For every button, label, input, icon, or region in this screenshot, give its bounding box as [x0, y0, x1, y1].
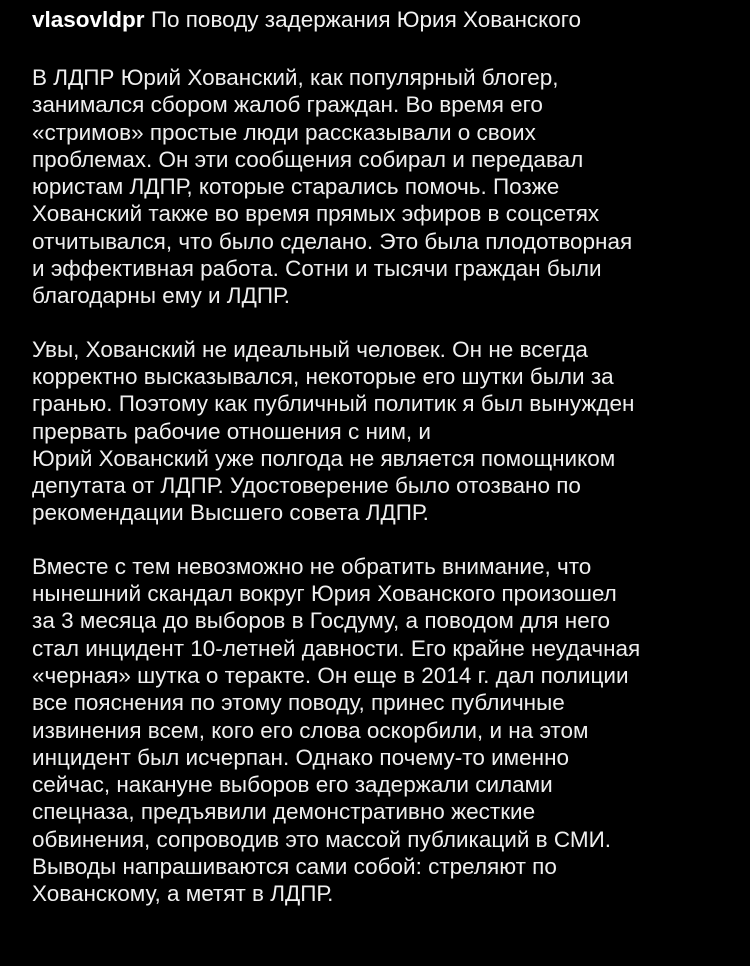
text-line: корректно высказывался, некоторые его шутки были за	[32, 363, 614, 389]
text-line: «черная» шутка о теракте. Он еще в 2014 г. дал полиции	[32, 662, 629, 688]
caption-title: По поводу задержания Юрия Хованского	[150, 7, 582, 32]
text-line: Хованский также во время прямых эфиров в соцсетях	[32, 201, 600, 227]
post-caption	[32, 6, 732, 934]
text-line: Вместе с тем невозможно не обратить внимание, что	[32, 553, 592, 579]
caption-header	[32, 6, 732, 34]
text-line: «стримов» простые люди рассказывали о своих	[32, 119, 536, 145]
username-link[interactable]: vlasovldpr	[32, 7, 145, 32]
paragraph-3	[32, 553, 732, 908]
text-line: за 3 месяца до выборов в Госдуму, а поводом для него	[32, 608, 610, 634]
text-line: юристам ЛДПР, которые старались помочь. Позже	[32, 174, 560, 200]
text-line: нынешний скандал вокруг Юрия Хованского произошел	[32, 581, 617, 607]
text-line: все пояснения по этому поводу, принес публичные	[32, 690, 565, 716]
text-line: сейчас, накануне выборов его задержали силами	[32, 772, 553, 798]
text-line: депутата от ЛДПР. Удостоверение было отозвано по	[32, 473, 581, 499]
text-line: благодарны ему и ЛДПР.	[32, 283, 290, 309]
text-line: В ЛДПР Юрий Хованский, как популярный блогер,	[32, 65, 559, 90]
paragraph-2	[32, 336, 732, 527]
text-line: отчитывался, что было сделано. Это была плодотворная	[32, 228, 633, 254]
text-line: проблемах. Он эти сообщения собирал и передавал	[32, 146, 584, 172]
text-line: рекомендации Высшего совета ЛДПР.	[32, 500, 429, 526]
text-line: гранью. Поэтому как публичный политик я был вынужден	[32, 391, 635, 417]
text-line: прервать рабочие отношения с ним, и	[32, 418, 432, 444]
text-line: Юрий Хованский уже полгода не является помощником	[32, 445, 616, 471]
text-line: занимался сбором жалоб граждан. Во время его	[32, 92, 543, 118]
text-line: стал инцидент 10-летней давности. Его крайне неудачная	[32, 635, 641, 661]
text-line: и эффективная работа. Сотни и тысячи граждан были	[32, 256, 602, 282]
text-line: обвинения, сопроводив это массой публикаций в СМИ.	[32, 826, 612, 852]
text-line: инцидент был исчерпан. Однако почему-то именно	[32, 744, 570, 770]
text-line: спецназа, предъявили демонстративно жесткие	[32, 799, 536, 825]
text-line: Хованскому, а метят в ЛДПР.	[32, 881, 334, 907]
text-line: извинения всем, кого его слова оскорбили, и на этом	[32, 717, 589, 743]
text-line: Выводы напрашиваются сами собой: стреляют по	[32, 854, 557, 880]
text-line: Увы, Хованский не идеальный человек. Он не всегда	[32, 336, 588, 362]
paragraph-1	[32, 64, 732, 310]
